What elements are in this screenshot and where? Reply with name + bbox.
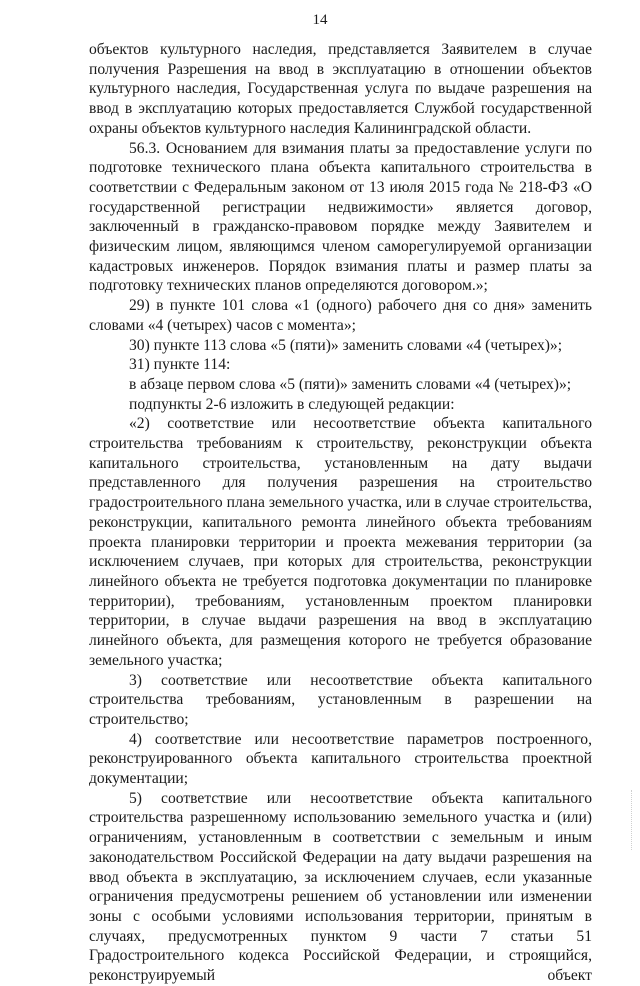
paragraph-item-31: 31) пункте 114: bbox=[129, 356, 231, 374]
paragraph-continuation: объектов культурного наследия, представляется Заявителем в случае получения Разрешения на ввод в эксплуатацию в отношении объектов культурного наследия, Государственная услуга по выдаче разрешения на ввод в эксплуатацию которых предоставляется Службой государственной охраны объектов культурного наследия Калининградской области. bbox=[89, 41, 592, 137]
paragraph-subitems-intro: подпункты 2-6 изложить в следующей редакции: bbox=[129, 395, 455, 413]
paragraph-subitem-3: 3) соответствие или несоответствие объекта капитального строительства требованиям, установленным в разрешении на строительство; bbox=[89, 671, 592, 728]
paragraph-subitem-4: 4) соответствие или несоответствие параметров построенного, реконструированного объекта капитального строительства проектной документации; bbox=[89, 730, 592, 788]
paragraph-item-30: 30) пункте 113 слова «5 (пяти)» заменить словами «4 (четырех)»; bbox=[129, 336, 563, 354]
paragraph-subitem-2: «2) соответствие или несоответствие объекта капитального строительства требованиям к строительству, реконструкции объекта капитального строительства, установленным на дату выдачи представленного для получения разрешения на строительство градостроительного плана земельного участка, или в случае строительства, реконструкции, капитального ремонта линейного объекта требованиям проекта планировки территории и проекта межевания территории (за исключением случаев, при которых для строительства, реконструкции линейного объекта не требуется подготовка документации по планировке территории), требованиям, установленным проектом планировки территории, в случае выдачи разрешения на ввод в эксплуатацию линейного объекта, для размещения которого не требуется образование земельного участка; bbox=[89, 415, 592, 669]
page-number: 14 bbox=[312, 12, 328, 28]
document-body bbox=[89, 40, 592, 986]
paragraph-first-abzac: в абзаце первом слова «5 (пяти)» заменить словами «4 (четырех)»; bbox=[129, 375, 572, 393]
paragraph-item-29: 29) в пункте 101 слова «1 (одного) рабочего дня со дня» заменить словами «4 (четырех) часов с момента»; bbox=[89, 297, 592, 334]
scan-edge-mark bbox=[631, 790, 634, 850]
paragraph-56-3: 56.3. Основанием для взимания платы за предоставление услуги по подготовке технического плана объекта капитального строительства в соответствии с Федеральным законом от 13 июля 2015 года № 218-ФЗ «О государственной регистрации недвижимости» является договор, заключенный в гражданско-правовом порядке между Заявителем и физическим лицом, являющимся членом саморегулируемой организации кадастровых инженеров. Порядок взимания платы и размер платы за подготовку технических планов определяются договором.»; bbox=[89, 139, 592, 295]
paragraph-subitem-5: 5) соответствие или несоответствие объекта капитального строительства разрешенному использованию земельного участка и (или) ограничениям, установленным в соответствии с земельным и иным законодательством Российской Федерации на дату выдачи разрешения на ввод объекта в эксплуатацию, за исключением случаев, если указанные ограничения предусмотрены решением об установлении или изменении зоны с особыми условиями использования территории, принятым в случаях, предусмотренных пунктом 9 части 7 статьи 51 Градостроительного кодекса Российской Федерации, и строящийся, реконструируемый объект bbox=[89, 789, 592, 985]
